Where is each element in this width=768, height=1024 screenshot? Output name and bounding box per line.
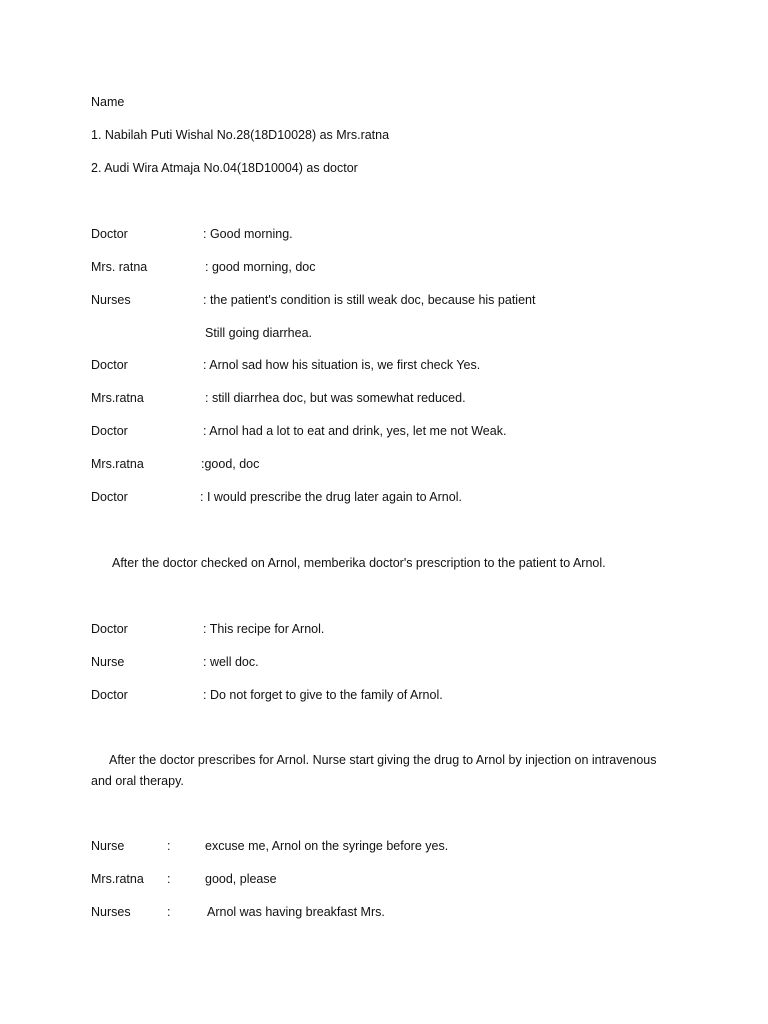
speaker: Doctor [91, 227, 128, 241]
speaker: Nurse [91, 839, 125, 853]
dialogue-line: good, please [205, 872, 277, 886]
speaker: Doctor [91, 490, 128, 504]
dialogue-line: : good morning, doc [205, 260, 316, 274]
speaker-colon: : [167, 905, 171, 919]
speaker: Doctor [91, 424, 128, 438]
dialogue-line-continuation: Still going diarrhea. [205, 326, 313, 340]
dialogue-line: : Arnol sad how his situation is, we first check Yes. [203, 358, 481, 372]
dialogue-line: : This recipe for Arnol. [203, 622, 325, 636]
dialogue-line: Arnol was having breakfast Mrs. [207, 905, 385, 919]
speaker: Mrs. ratna [91, 260, 148, 274]
speaker: Doctor [91, 622, 128, 636]
dialogue-line: : still diarrhea doc, but was somewhat reduced. [205, 391, 466, 405]
member-1: 1. Nabilah Puti Wishal No.28(18D10028) as Mrs.ratna [91, 128, 390, 142]
speaker: Mrs.ratna [91, 872, 144, 886]
narration-paragraph-1: After the doctor checked on Arnol, memberika doctor's prescription to the patient to Arnol. [112, 556, 606, 570]
speaker: Mrs.ratna [91, 457, 144, 471]
speaker-colon: : [167, 872, 171, 886]
narration-paragraph-2-line-1: After the doctor prescribes for Arnol. Nurse start giving the drug to Arnol by injection on intravenous [109, 753, 657, 767]
speaker-colon: : [167, 839, 171, 853]
speaker: Doctor [91, 358, 128, 372]
narration-paragraph-2-line-2: and oral therapy. [91, 774, 184, 788]
dialogue-line: : the patient's condition is still weak doc, because his patient [203, 293, 536, 307]
speaker: Nurse [91, 655, 125, 669]
speaker: Nurses [91, 293, 131, 307]
dialogue-line: : Arnol had a lot to eat and drink, yes, let me not Weak. [203, 424, 507, 438]
dialogue-line: : Do not forget to give to the family of Arnol. [203, 688, 443, 702]
dialogue-line: : Good morning. [203, 227, 293, 241]
name-heading: Name [91, 95, 125, 109]
dialogue-line: : well doc. [203, 655, 259, 669]
speaker: Nurses [91, 905, 131, 919]
speaker: Mrs.ratna [91, 391, 144, 405]
speaker: Doctor [91, 688, 128, 702]
member-2: 2. Audi Wira Atmaja No.04(18D10004) as doctor [91, 161, 358, 175]
dialogue-line: :good, doc [201, 457, 260, 471]
dialogue-line: : I would prescribe the drug later again to Arnol. [200, 490, 462, 504]
dialogue-line: excuse me, Arnol on the syringe before yes. [205, 839, 449, 853]
